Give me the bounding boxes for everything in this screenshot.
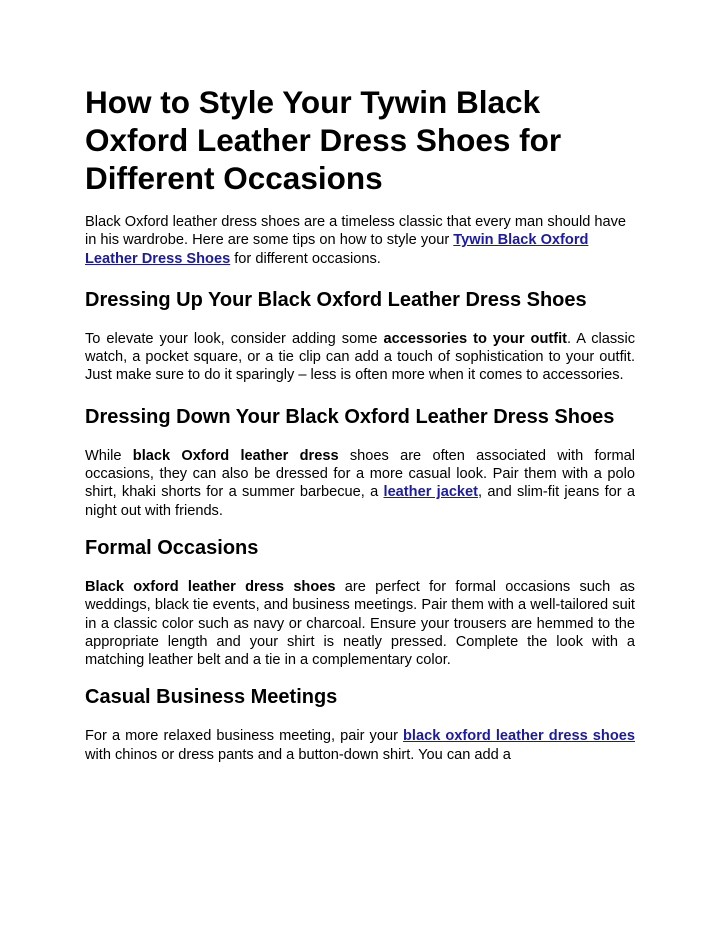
section-heading-formal: Formal Occasions <box>85 536 259 559</box>
document-page <box>85 83 635 764</box>
page-title: How to Style Your Tywin Black Oxford Leather Dress Shoes for Different Occasions <box>85 84 562 196</box>
casual-business-text-before: For a more relaxed business meeting, pair your <box>85 728 403 745</box>
section-heading-dressing-down: Dressing Down Your Black Oxford Leather Dress Shoes <box>85 405 615 428</box>
dressing-up-text-before: To elevate your look, consider adding some <box>85 330 384 347</box>
dressing-up-paragraph <box>85 330 635 385</box>
section-heading-dressing-up: Dressing Up Your Black Oxford Leather Dress Shoes <box>85 288 587 311</box>
dressing-down-paragraph <box>85 447 635 520</box>
leather-jacket-link[interactable]: leather jacket <box>383 484 479 501</box>
formal-paragraph <box>85 578 635 669</box>
formal-text-after: are perfect for formal occasions such as weddings, black tie events, and business meetings. Pair them with a well-tailored suit in a classic color such as navy or charcoal. Ensure your trousers are hemmed to the appropriate length and your shirt is neatly pressed. Complete the look with a matching leather belt and a tie in a complementary color. <box>85 578 635 669</box>
intro-paragraph <box>85 213 635 268</box>
dressing-down-bold-text: black Oxford leather dress <box>132 447 339 464</box>
formal-bold-text: Black oxford leather dress shoes <box>85 578 336 595</box>
dressing-up-text-after: . A classic watch, a pocket square, or a tie clip can add a touch of sophistication to your outfit. Just make sure to do it sparingly – less is often more when it comes to accessories. <box>85 330 636 384</box>
intro-text-before: Black Oxford leather dress shoes are a timeless classic that every man should have in his wardrobe. Here are some tips on how to style your <box>85 214 627 249</box>
tywin-shoes-link[interactable]: Tywin Black Oxford Leather Dress Shoes <box>85 232 589 267</box>
dressing-up-bold-text: accessories to your outfit <box>383 330 567 347</box>
section-heading-casual-business: Casual Business Meetings <box>85 686 338 709</box>
casual-business-paragraph <box>85 727 635 764</box>
black-oxford-shoes-link[interactable]: black oxford leather dress shoes <box>403 728 635 745</box>
intro-text-after: for different occasions. <box>230 250 381 267</box>
dressing-down-text-after: , and slim-fit jeans for a night out with friends. <box>85 484 635 519</box>
casual-business-text-after: with chinos or dress pants and a button-down shirt. You can add a <box>85 746 511 763</box>
dressing-down-text-before: While <box>85 447 133 464</box>
dressing-down-text-middle: shoes are often associated with formal occasions, they can also be dressed for a more casual look. Pair them with a polo shirt, khaki shorts for a summer barbecue, a <box>85 447 636 501</box>
